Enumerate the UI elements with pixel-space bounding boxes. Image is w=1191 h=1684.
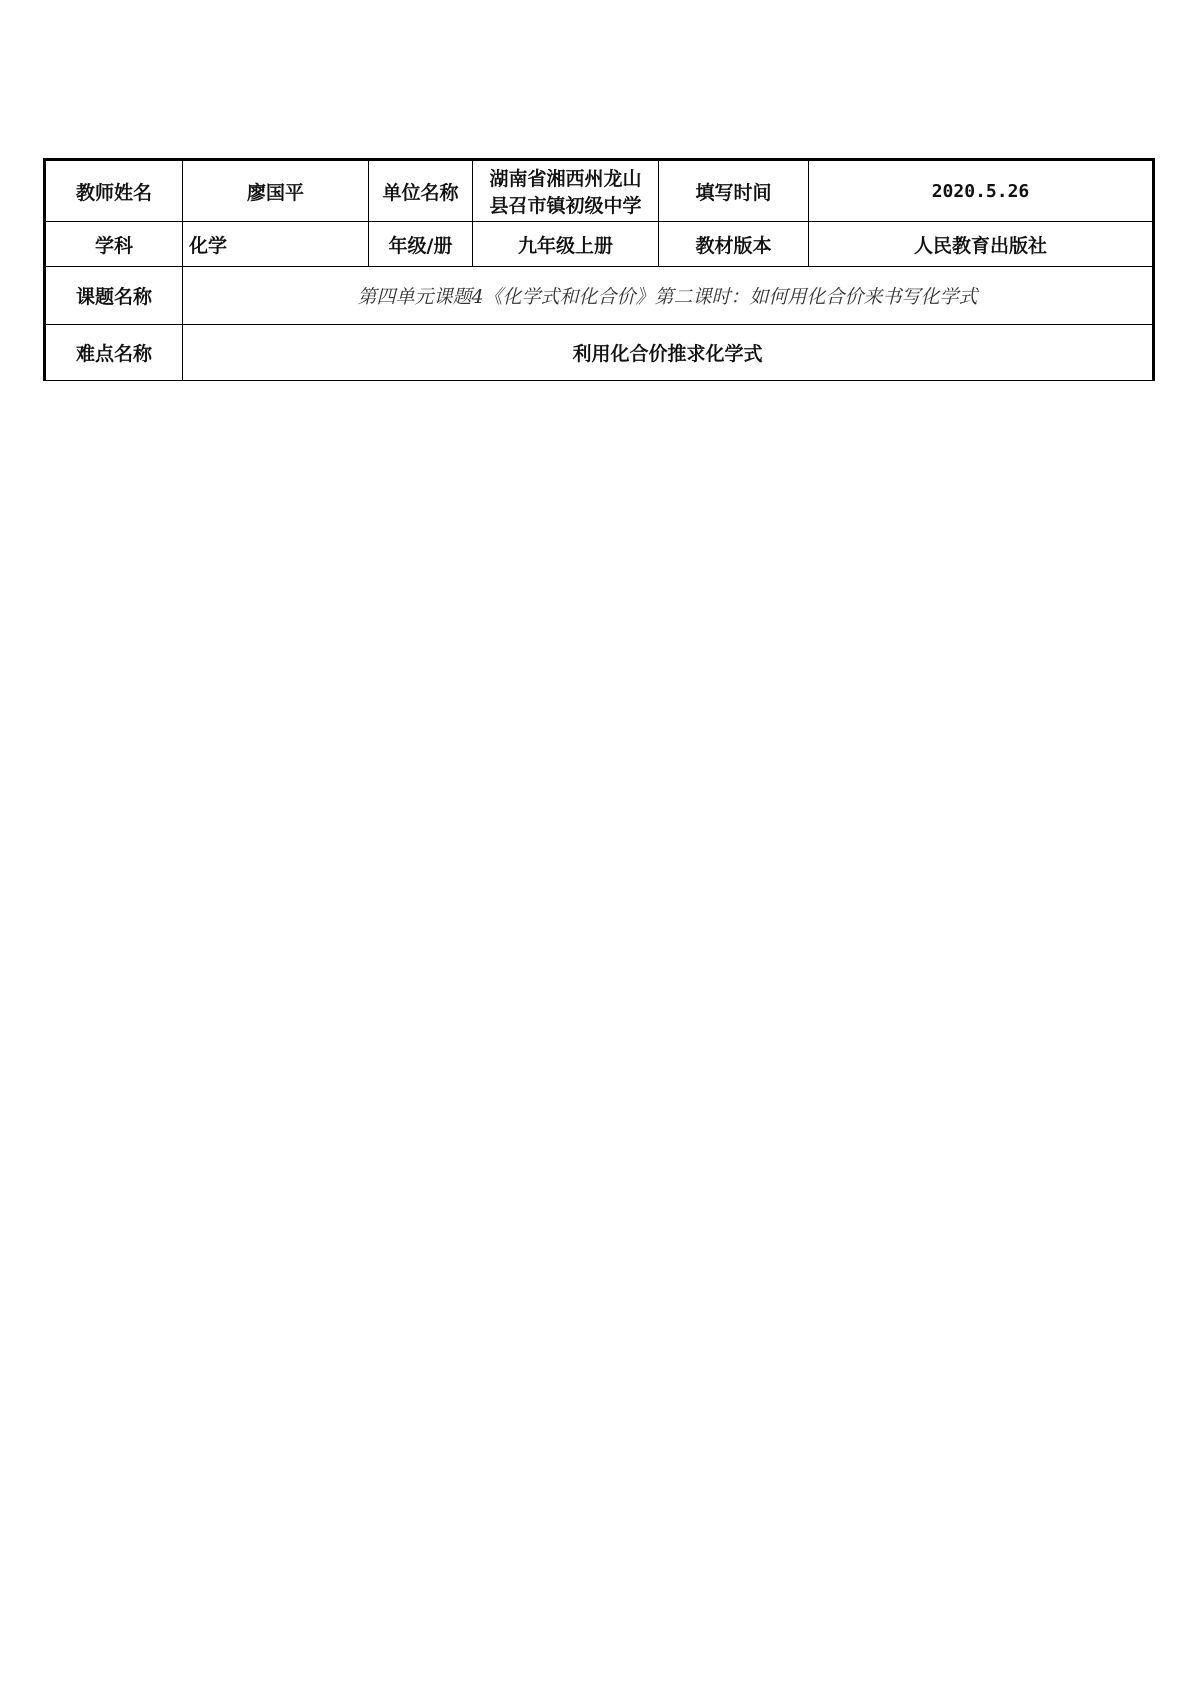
subject-label: 学科 <box>45 222 183 267</box>
unit-name-line2: 县召市镇初级中学 <box>489 195 642 217</box>
difficulty-label: 难点名称 <box>45 325 183 381</box>
date-label: 填写时间 <box>659 160 809 222</box>
unit-name <box>473 160 659 222</box>
lesson-plan-table <box>43 158 1155 381</box>
unit-name-line1: 湖南省湘西州龙山 <box>489 168 642 190</box>
unit-label: 单位名称 <box>369 160 473 222</box>
grade-label: 年级/册 <box>369 222 473 267</box>
difficulty-value: 利用化合价推求化学式 <box>183 325 1154 381</box>
edition-label: 教材版本 <box>659 222 809 267</box>
topic-value: 第四单元课题4《化学式和化合价》第二课时：如何用化合价来书写化学式 <box>183 267 1154 325</box>
topic-label: 课题名称 <box>45 267 183 325</box>
edition-value: 人民教育出版社 <box>809 222 1154 267</box>
grade-value: 九年级上册 <box>473 222 659 267</box>
subject-value: 化学 <box>183 222 369 267</box>
teacher-name: 廖国平 <box>183 160 369 222</box>
date-value: 2020.5.26 <box>809 160 1154 222</box>
teacher-label: 教师姓名 <box>45 160 183 222</box>
